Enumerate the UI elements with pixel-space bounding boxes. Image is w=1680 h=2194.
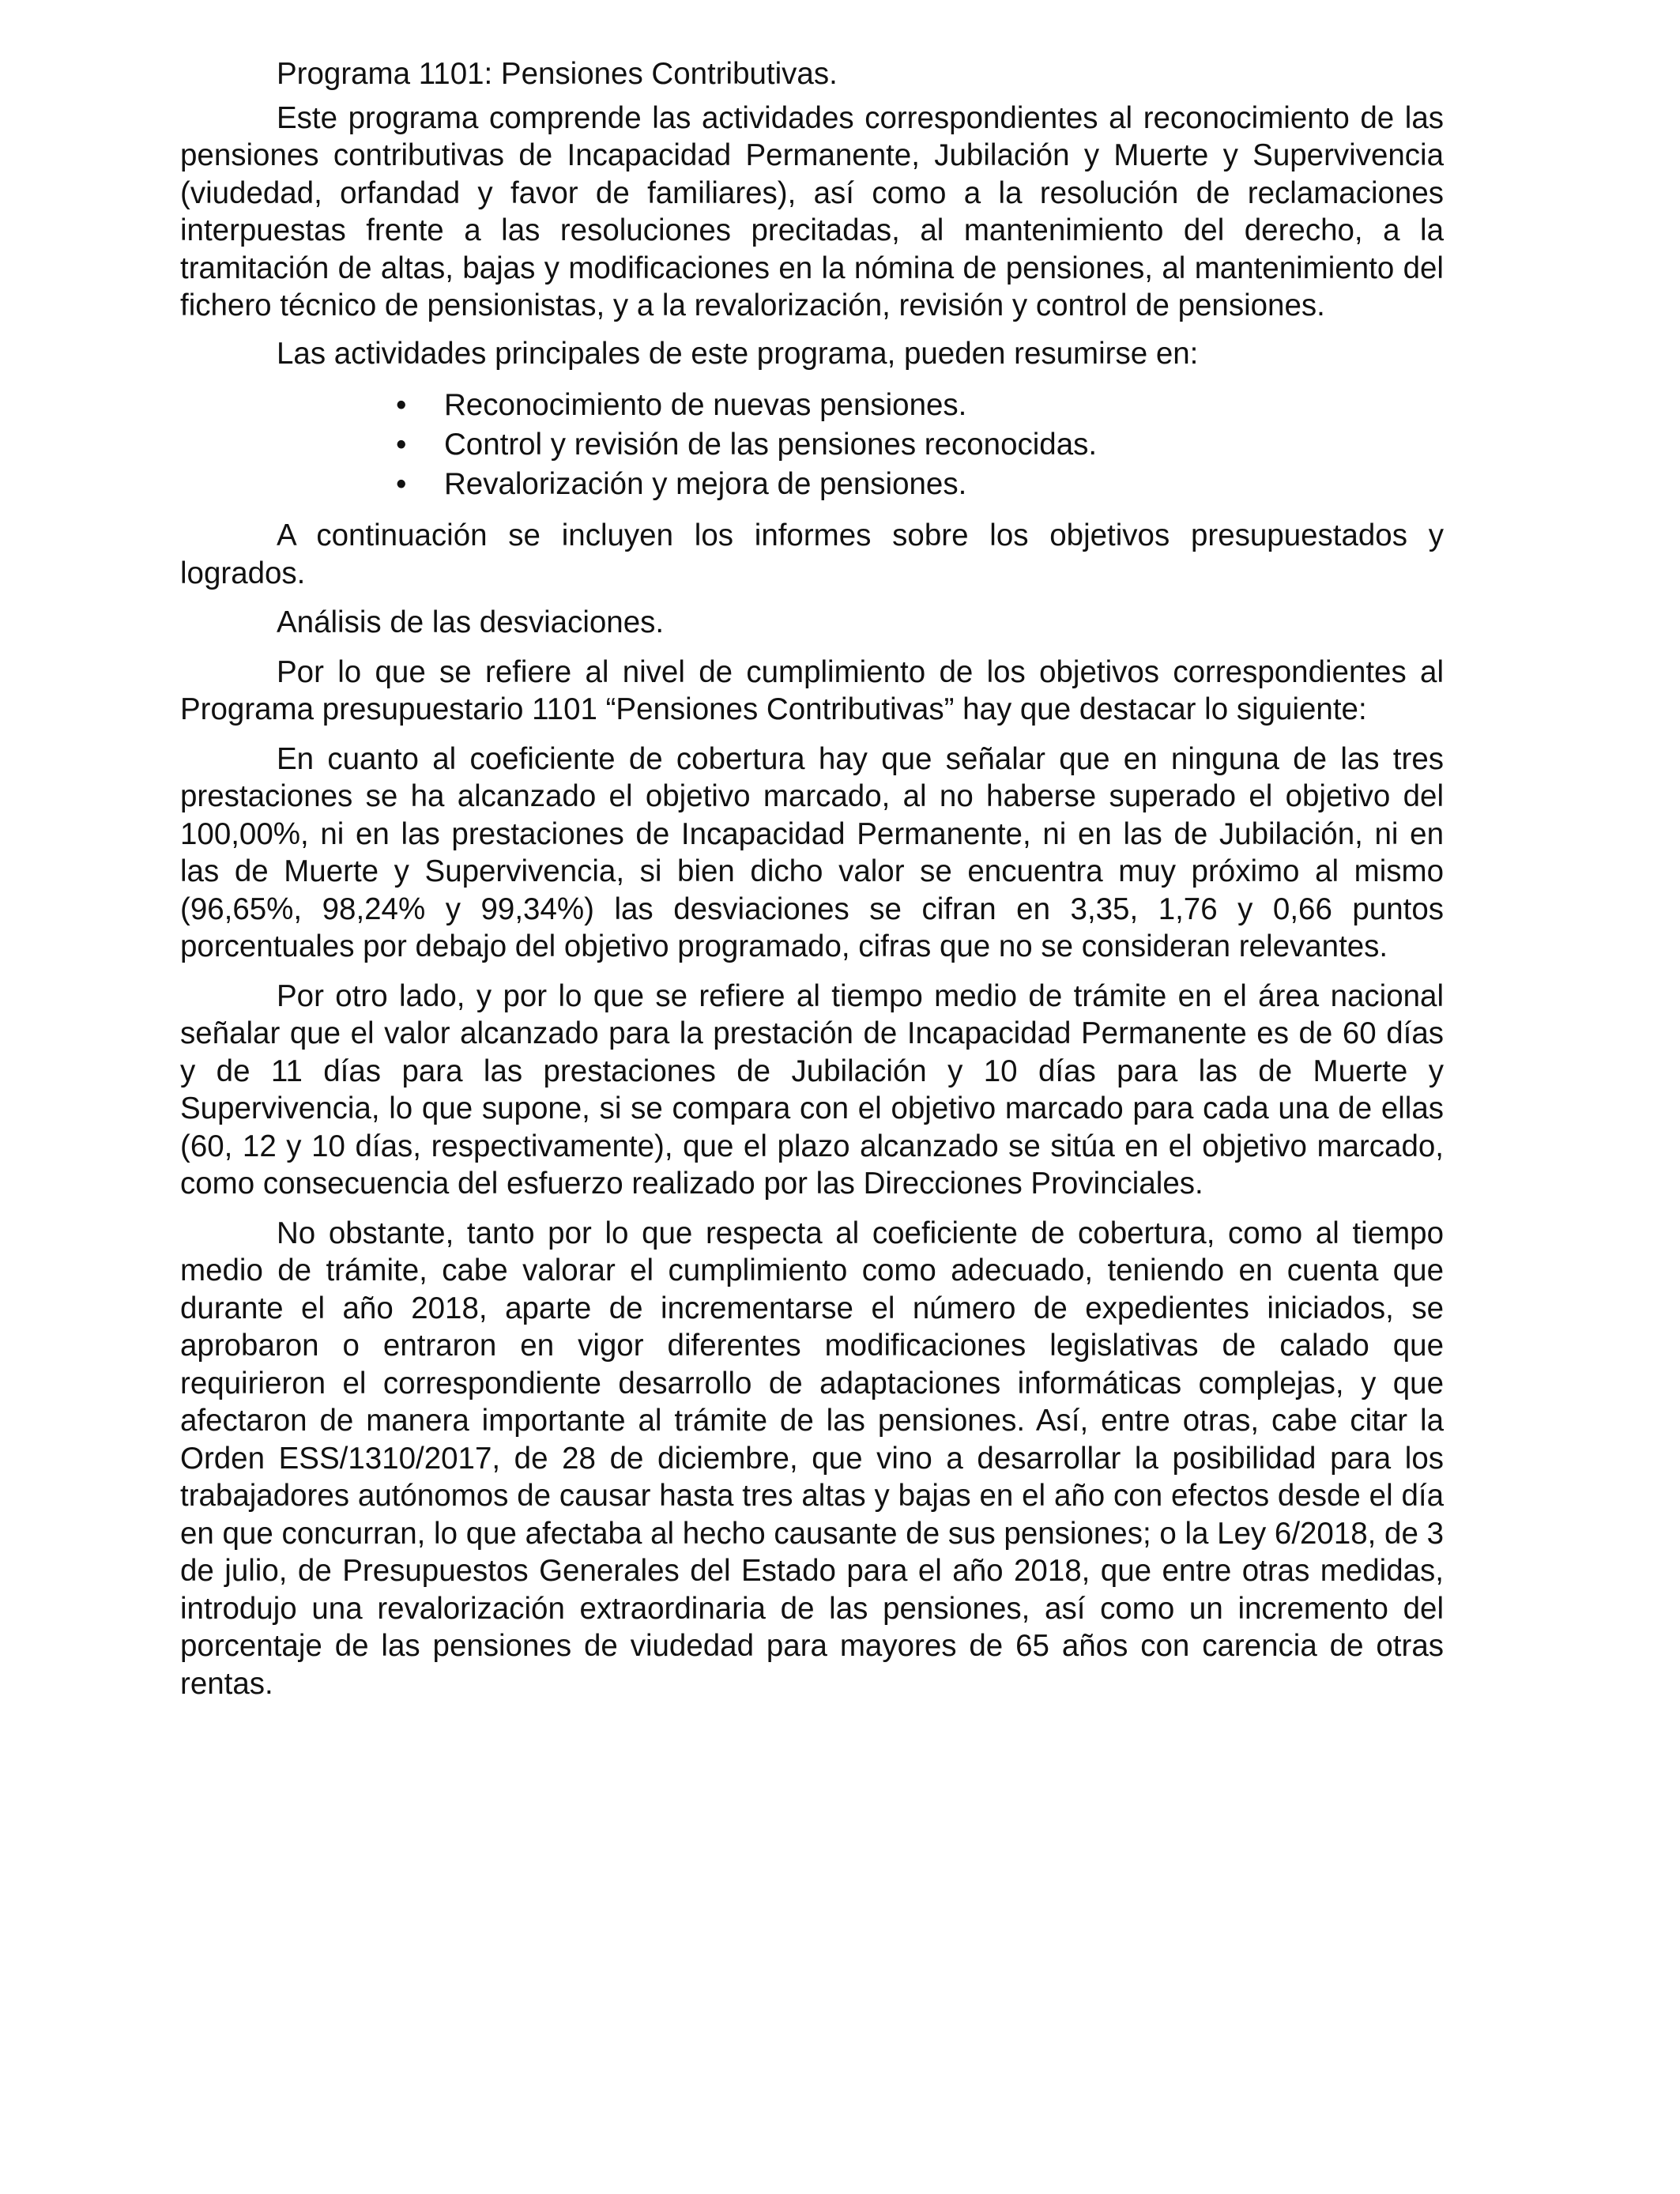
program-heading: Programa 1101: Pensiones Contributivas. (277, 57, 838, 91)
activities-intro: Las actividades principales de este programa, pueden resumirse en: (277, 336, 1199, 371)
list-item (180, 426, 1444, 466)
conclusion-paragraph: No obstante, tanto por lo que respecta al coeficiente de cobertura, como al tiempo medio de trámite, cabe valorar el cumplimiento como adecuado, teniendo en cuenta que durante el año 2018, aparte de incrementarse el número de expedientes iniciados, se aprobaron o entraron en vigor diferentes modificaciones legislativas de calado que requirieron el correspondiente desarrollo de adaptaciones informáticas complejas, y que afectaron de manera importante al trámite de las pensiones. Así, entre otras, cabe citar la Orden ESS/1310/2017, de 28 de diciembre, que vino a desarrollar la posibilidad para los trabajadores autónomos de causar hasta tres altas y bajas en el año con efectos desde el día en que concurran, lo que afectaba al hecho causante de sus pensiones; o la Ley 6/2018, de 3 de julio, de Presupuestos Generales del Estado para el año 2018, que entre otras medidas, introdujo una revalorización extraordinaria de las pensiones, así como un incremento del porcentaje de las pensiones de viudedad para mayores de 65 años con carencia de otras rentas. (180, 1216, 1444, 1701)
activity-text: Reconocimiento de nuevas pensiones. (444, 388, 967, 422)
activities-list (180, 386, 1444, 505)
activity-text: Revalorización y mejora de pensiones. (444, 467, 967, 501)
bullet-icon: • (396, 428, 407, 462)
compliance-paragraph: Por lo que se refiere al nivel de cumplimiento de los objetivos correspondientes al Programa presupuestario 1101 “Pensiones Contributivas” hay que destacar lo siguiente: (180, 654, 1444, 726)
processing-time-paragraph: Por otro lado, y por lo que se refiere al tiempo medio de trámite en el área nacional señalar que el valor alcanzado para la prestación de Incapacidad Permanente es de 60 días y de 11 días para las prestaciones de Jubilación y 10 días para las de Muerte y Supervivencia, lo que supone, si se compara con el objetivo marcado para cada una de ellas (60, 12 y 10 días, respectivamente), que el plazo alcanzado se sitúa en el objetivo marcado, como consecuencia del esfuerzo realizado por las Direcciones Provinciales. (180, 978, 1444, 1201)
coverage-paragraph: En cuanto al coeficiente de cobertura hay que señalar que en ninguna de las tres prestaciones se ha alcanzado el objetivo marcado, al no haberse superado el objetivo del 100,00%, ni en las prestaciones de Incapacidad Permanente, ni en las de Jubilación, ni en las de Muerte y Supervivencia, si bien dicho valor se encuentra muy próximo al mismo (96,65%, 98,24% y 99,34%) las desviaciones se cifran en 3,35, 1,76 y 0,66 puntos porcentuales por debajo del objetivo programado, cifras que no se consideran relevantes. (180, 741, 1444, 963)
activity-text: Control y revisión de las pensiones reconocidas. (444, 428, 1098, 462)
reports-paragraph: A continuación se incluyen los informes sobre los objetivos presupuestados y logrados. (180, 518, 1444, 590)
list-item (180, 386, 1444, 426)
list-item (180, 466, 1444, 505)
document-body (180, 55, 1444, 1702)
intro-paragraph: Este programa comprende las actividades correspondientes al reconocimiento de las pensiones contributivas de Incapacidad Permanente, Jubilación y Muerte y Supervivencia (viudedad, orfandad y favor de familiares), así como a la resolución de reclamaciones interpuestas frente a las resoluciones precitadas, al mantenimiento del derecho, a la tramitación de altas, bajas y modificaciones en la nómina de pensiones, al mantenimiento del fichero técnico de pensionistas, y a la revalorización, revisión y control de pensiones. (180, 100, 1444, 322)
bullet-icon: • (396, 388, 407, 422)
bullet-icon: • (396, 467, 407, 501)
analysis-heading: Análisis de las desviaciones. (277, 605, 665, 639)
